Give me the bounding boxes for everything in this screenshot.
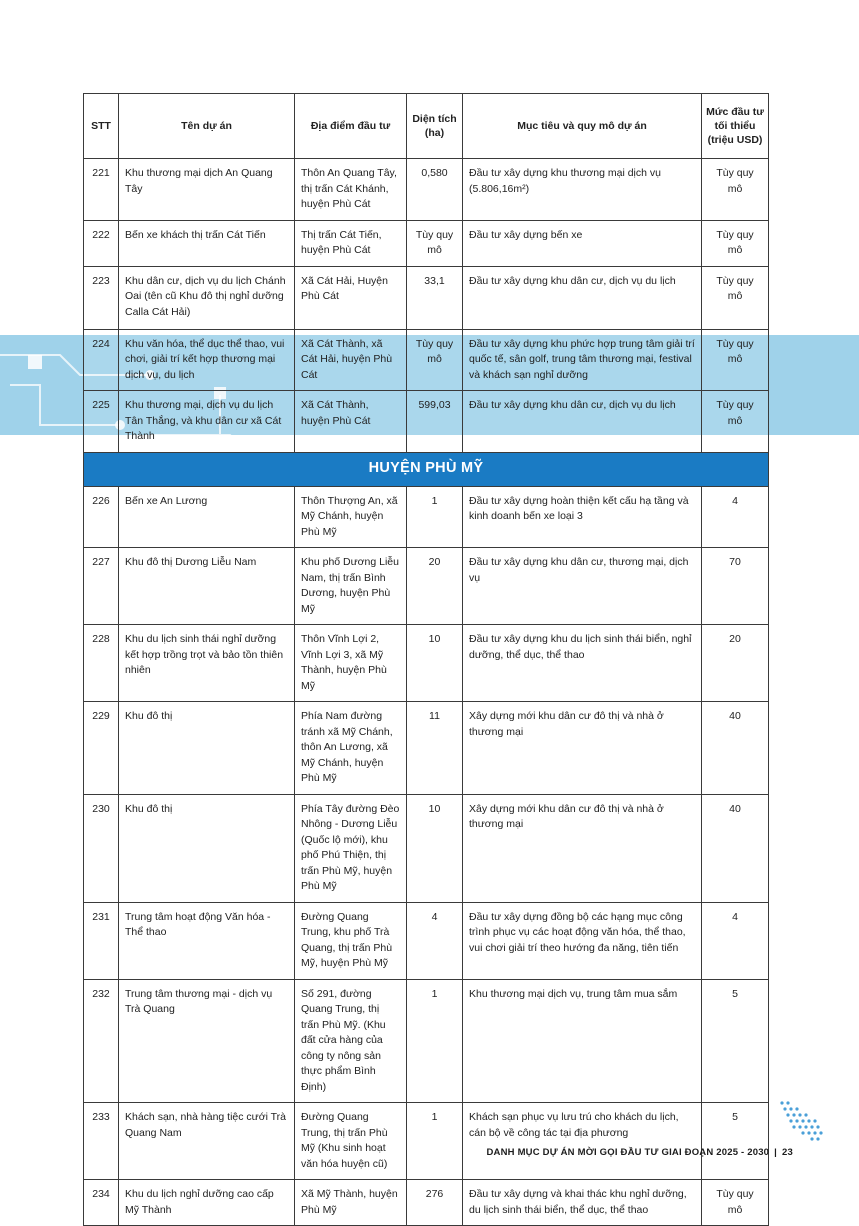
page-number: 23 <box>782 1147 793 1158</box>
header-investment: Mức đầu tư tối thiểu (triệu USD) <box>702 94 769 159</box>
cell-investment: 70 <box>702 548 769 625</box>
cell-project-name: Trung tâm thương mại - dịch vụ Trà Quang <box>119 979 295 1103</box>
cell-project-name: Bến xe An Lương <box>119 486 295 548</box>
table-row <box>84 329 769 391</box>
cell-stt: 230 <box>84 794 119 902</box>
cell-location: Thôn Vĩnh Lợi 2, Vĩnh Lợi 3, xã Mỹ Thành, huyện Phù Mỹ <box>295 625 407 702</box>
table-row <box>84 220 769 266</box>
cell-location: Khu phố Dương Liễu Nam, thị trấn Bình Dương, huyện Phù Mỹ <box>295 548 407 625</box>
cell-investment: Tùy quy mô <box>702 220 769 266</box>
cell-goal: Xây dựng mới khu dân cư đô thị và nhà ở thương mại <box>463 794 702 902</box>
table-row <box>84 391 769 453</box>
cell-investment: 5 <box>702 1103 769 1180</box>
header-project-name: Tên dự án <box>119 94 295 159</box>
header-goal: Mục tiêu và quy mô dự án <box>463 94 702 159</box>
footer-separator: | <box>774 1147 778 1158</box>
header-location: Địa điểm đầu tư <box>295 94 407 159</box>
cell-investment: Tùy quy mô <box>702 159 769 221</box>
cell-goal: Đầu tư xây dựng đồng bộ các hạng mục công trình phục vụ các hoạt động văn hóa, thể thao, vui chơi giải trí theo hướng đa năng, tiên tiến <box>463 902 702 979</box>
footer-title: DANH MỤC DỰ ÁN MỜI GỌI ĐẦU TƯ GIAI ĐOẠN 2025 - 2030 <box>486 1147 770 1158</box>
cell-investment: Tùy quy mô <box>702 1180 769 1226</box>
cell-goal: Đầu tư xây dựng khu dân cư, thương mại, dịch vụ <box>463 548 702 625</box>
cell-project-name: Khu thương mại, dịch vụ du lịch Tân Thắng, và khu dân cư xã Cát Thành <box>119 391 295 453</box>
cell-project-name: Khách sạn, nhà hàng tiệc cưới Trà Quang Nam <box>119 1103 295 1180</box>
cell-goal: Xây dựng mới khu dân cư đô thị và nhà ở thương mại <box>463 702 702 795</box>
table-row <box>84 159 769 221</box>
cell-location: Thị trấn Cát Tiến, huyện Phù Cát <box>295 220 407 266</box>
cell-investment: Tùy quy mô <box>702 391 769 453</box>
cell-location: Số 291, đường Quang Trung, thị trấn Phù Mỹ. (Khu đất cửa hàng của công ty nông sản thực phẩm Bình Định) <box>295 979 407 1103</box>
cell-stt: 221 <box>84 159 119 221</box>
cell-goal: Đầu tư xây dựng khu phức hợp trung tâm giải trí quốc tế, sân golf, trung tâm thương mại, festival và khách sạn nghỉ dưỡng <box>463 329 702 391</box>
cell-stt: 225 <box>84 391 119 453</box>
cell-goal: Đầu tư xây dựng khu du lịch sinh thái biển, nghỉ dưỡng, thể dục, thể thao <box>463 625 702 702</box>
cell-stt: 224 <box>84 329 119 391</box>
cell-location: Xã Cát Thành, huyện Phù Cát <box>295 391 407 453</box>
cell-location: Phía Tây đường Đèo Nhông - Dương Liễu (Quốc lộ mới), khu phố Phú Thiện, thị trấn Phù Mỹ, huyện Phù Mỹ <box>295 794 407 902</box>
table-header-row <box>84 94 769 159</box>
table-row <box>84 548 769 625</box>
section-title: HUYỆN PHÙ MỸ <box>84 452 769 486</box>
cell-project-name: Khu du lịch sinh thái nghỉ dưỡng kết hợp trồng trọt và bảo tồn thiên nhiên <box>119 625 295 702</box>
table-row <box>84 979 769 1103</box>
cell-area: 0,580 <box>407 159 463 221</box>
cell-goal: Đầu tư xây dựng khu thương mại dịch vụ (5.806,16m²) <box>463 159 702 221</box>
cell-area: 11 <box>407 702 463 795</box>
cell-stt: 232 <box>84 979 119 1103</box>
cell-location: Đường Quang Trung, khu phố Trà Quang, thị trấn Phù Mỹ, huyện Phù Mỹ <box>295 902 407 979</box>
cell-investment: 5 <box>702 979 769 1103</box>
cell-stt: 231 <box>84 902 119 979</box>
cell-area: Tùy quy mô <box>407 220 463 266</box>
cell-goal: Khách sạn phục vụ lưu trú cho khách du lịch, cán bộ về công tác tại địa phương <box>463 1103 702 1180</box>
cell-area: 276 <box>407 1180 463 1226</box>
table-row <box>84 625 769 702</box>
cell-location: Thôn Thượng An, xã Mỹ Chánh, huyện Phù Mỹ <box>295 486 407 548</box>
section-header-row <box>84 452 769 486</box>
cell-investment: 40 <box>702 794 769 902</box>
cell-area: 1 <box>407 486 463 548</box>
cell-investment: 40 <box>702 702 769 795</box>
cell-investment: 20 <box>702 625 769 702</box>
page-footer <box>486 1147 793 1158</box>
cell-investment: Tùy quy mô <box>702 266 769 329</box>
cell-area: Tùy quy mô <box>407 329 463 391</box>
cell-area: 1 <box>407 1103 463 1180</box>
cell-stt: 229 <box>84 702 119 795</box>
cell-goal: Đầu tư xây dựng khu dân cư, dịch vụ du lịch <box>463 391 702 453</box>
table-row <box>84 486 769 548</box>
cell-project-name: Bến xe khách thị trấn Cát Tiến <box>119 220 295 266</box>
cell-investment: 4 <box>702 486 769 548</box>
header-stt: STT <box>84 94 119 159</box>
cell-project-name: Khu đô thị <box>119 794 295 902</box>
cell-location: Xã Cát Hải, Huyện Phù Cát <box>295 266 407 329</box>
cell-stt: 227 <box>84 548 119 625</box>
table-row <box>84 1180 769 1226</box>
cell-stt: 223 <box>84 266 119 329</box>
cell-goal: Đầu tư xây dựng khu dân cư, dịch vụ du lịch <box>463 266 702 329</box>
cell-area: 33,1 <box>407 266 463 329</box>
cell-stt: 233 <box>84 1103 119 1180</box>
cell-area: 10 <box>407 794 463 902</box>
cell-goal: Đầu tư xây dựng bến xe <box>463 220 702 266</box>
dot-pattern-icon <box>776 1100 826 1145</box>
cell-goal: Khu thương mại dịch vụ, trung tâm mua sắm <box>463 979 702 1103</box>
cell-project-name: Khu du lịch nghỉ dưỡng cao cấp Mỹ Thành <box>119 1180 295 1226</box>
cell-stt: 228 <box>84 625 119 702</box>
cell-project-name: Khu văn hóa, thể dục thể thao, vui chơi, giải trí kết hợp thương mại dịch vụ, du lịch <box>119 329 295 391</box>
table-row <box>84 794 769 902</box>
cell-area: 20 <box>407 548 463 625</box>
cell-investment: 4 <box>702 902 769 979</box>
cell-stt: 234 <box>84 1180 119 1226</box>
header-area: Diện tích (ha) <box>407 94 463 159</box>
cell-location: Xã Mỹ Thành, huyện Phù Mỹ <box>295 1180 407 1226</box>
cell-stt: 226 <box>84 486 119 548</box>
cell-area: 599,03 <box>407 391 463 453</box>
table-row <box>84 702 769 795</box>
project-table <box>83 93 769 1226</box>
cell-goal: Đầu tư xây dựng và khai thác khu nghỉ dưỡng, du lịch sinh thái biển, thể dục, thể thao <box>463 1180 702 1226</box>
cell-area: 4 <box>407 902 463 979</box>
cell-investment: Tùy quy mô <box>702 329 769 391</box>
cell-project-name: Khu đô thị Dương Liễu Nam <box>119 548 295 625</box>
cell-location: Thôn An Quang Tây, thị trấn Cát Khánh, huyện Phù Cát <box>295 159 407 221</box>
cell-project-name: Khu thương mại dịch An Quang Tây <box>119 159 295 221</box>
cell-project-name: Khu đô thị <box>119 702 295 795</box>
table-row <box>84 1103 769 1180</box>
cell-location: Phía Nam đường tránh xã Mỹ Chánh, thôn An Lương, xã Mỹ Chánh, huyện Phù Mỹ <box>295 702 407 795</box>
cell-location: Đường Quang Trung, thị trấn Phù Mỹ (Khu sinh hoạt văn hóa huyện cũ) <box>295 1103 407 1180</box>
cell-project-name: Khu dân cư, dịch vụ du lịch Chánh Oai (tên cũ Khu đô thị nghỉ dưỡng Calla Cát Hải) <box>119 266 295 329</box>
cell-area: 1 <box>407 979 463 1103</box>
table-row <box>84 902 769 979</box>
cell-project-name: Trung tâm hoạt động Văn hóa - Thể thao <box>119 902 295 979</box>
cell-location: Xã Cát Thành, xã Cát Hải, huyện Phù Cát <box>295 329 407 391</box>
cell-goal: Đầu tư xây dựng hoàn thiện kết cấu hạ tầng và kinh doanh bến xe loại 3 <box>463 486 702 548</box>
cell-area: 10 <box>407 625 463 702</box>
table-row <box>84 266 769 329</box>
cell-stt: 222 <box>84 220 119 266</box>
